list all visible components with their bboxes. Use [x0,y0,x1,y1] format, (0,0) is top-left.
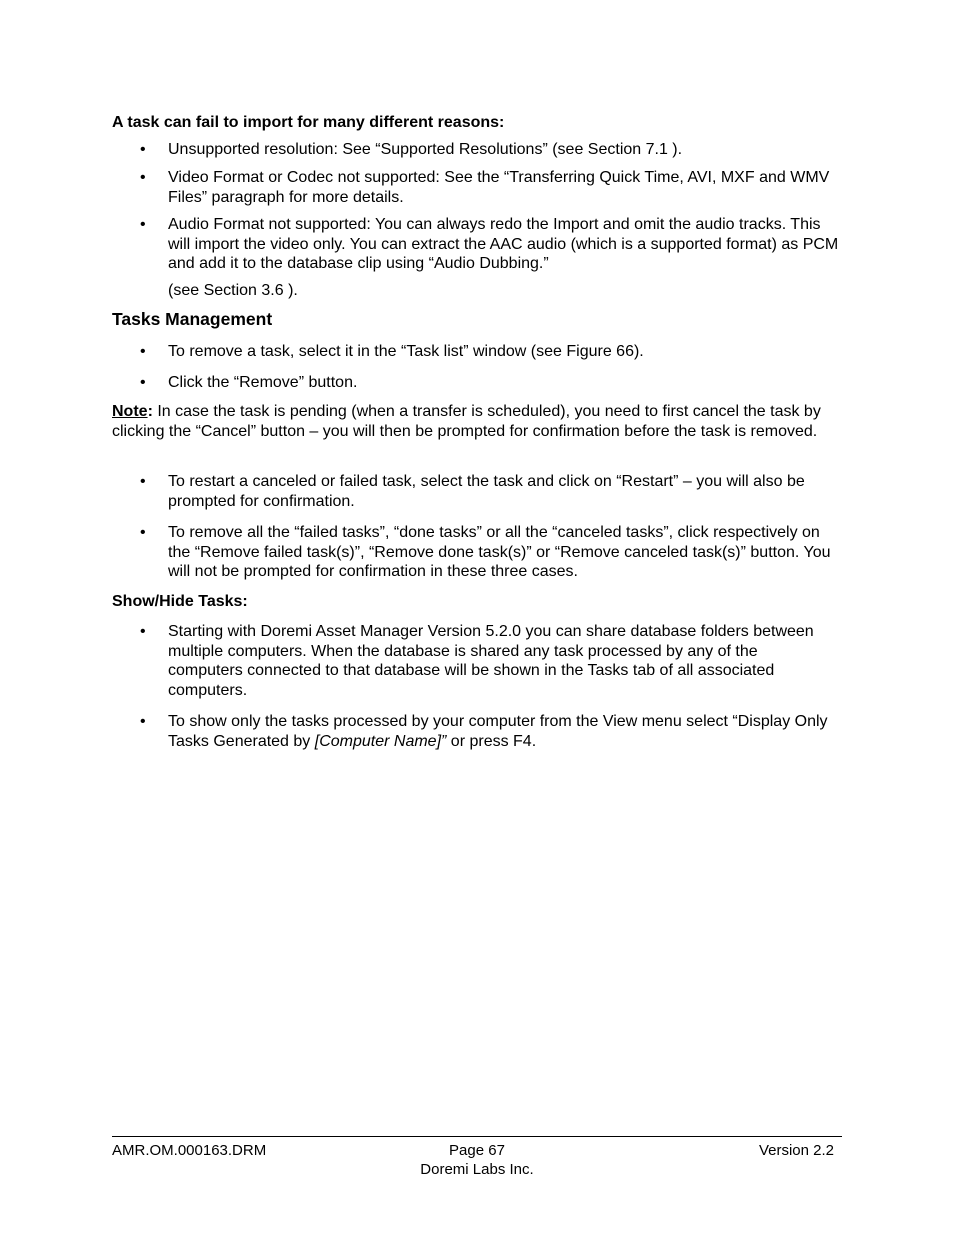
footer-doc-id: AMR.OM.000163.DRM [112,1142,267,1159]
footer-divider [112,1136,842,1137]
list-item-text-part: To show only the tasks processed by your computer from the View menu select “Display Only Tasks Generated by [168,713,828,750]
list-item-text: Video Format or Codec not supported: See the “Transferring Quick Time, AVI, MXF and WMV Files” paragraph for more details. [168,169,830,206]
list-item-text: To restart a canceled or failed task, select the task and click on “Restart” – you will also be prompted for confirmation. [168,473,805,510]
bullet-icon: • [140,623,146,640]
list-item-text: Click the “Remove” button. [168,374,358,391]
bullet-icon: • [140,169,146,186]
list-item-text: Unsupported resolution: See “Supported Resolutions” (see Section 7.1 ). [168,141,683,158]
list-item-text: Starting with Doremi Asset Manager Version 5.2.0 you can share database folders between multiple computers. When the database is shared any task processed by any of the computers connected to that database will be shown in the Tasks tab of all associated computers. [168,623,814,699]
list-item-text: To remove all the “failed tasks”, “done tasks” or all the “canceled tasks”, click respectively on the “Remove failed task(s)”, “Remove done task(s)” or “Remove canceled task(s)” button. You will not be prompted for confirmation in these three cases. [168,524,831,581]
footer-version: Version 2.2 [758,1142,834,1159]
footer-company: Doremi Labs Inc. [420,1160,534,1178]
section-heading-tasks-management: Tasks Management [112,309,273,329]
bullet-icon: • [140,713,146,730]
bullet-icon: • [140,343,146,360]
footer-center [377,1142,577,1179]
bullet-icon: • [140,141,146,158]
bullet-icon: • [140,374,146,391]
list-item-text-part: or press F4. [446,732,537,750]
note-paragraph [112,402,838,441]
bullet-icon: • [140,473,146,490]
list-item-text [168,712,840,751]
computer-name-placeholder: [Computer Name]” [314,732,447,750]
note-label: Note [112,403,148,420]
list-item-text: To remove a task, select it in the “Task list” window (see Figure 66). [168,343,644,360]
bullet-icon: • [140,216,146,233]
section-heading-show-hide-tasks: Show/Hide Tasks: [112,593,248,610]
list-item-text: Audio Format not supported: You can always redo the Import and omit the audio tracks. This will import the video only. You can extract the AAC audio (which is a supported format) as PCM and add it to the database clip using “Audio Dubbing.” [168,216,839,273]
note-colon: : [147,403,153,420]
list-item-continuation: (see Section 3.6 ). [168,282,298,299]
footer-page-number: Page 67 [449,1142,505,1159]
bullet-icon: • [140,524,146,541]
note-text: In case the task is pending (when a transfer is scheduled), you need to first cancel the task by clicking the “Cancel” button – you will then be prompted for confirmation before the task is removed. [112,403,821,440]
section-heading-import-failure: A task can fail to import for many different reasons: [112,114,505,131]
